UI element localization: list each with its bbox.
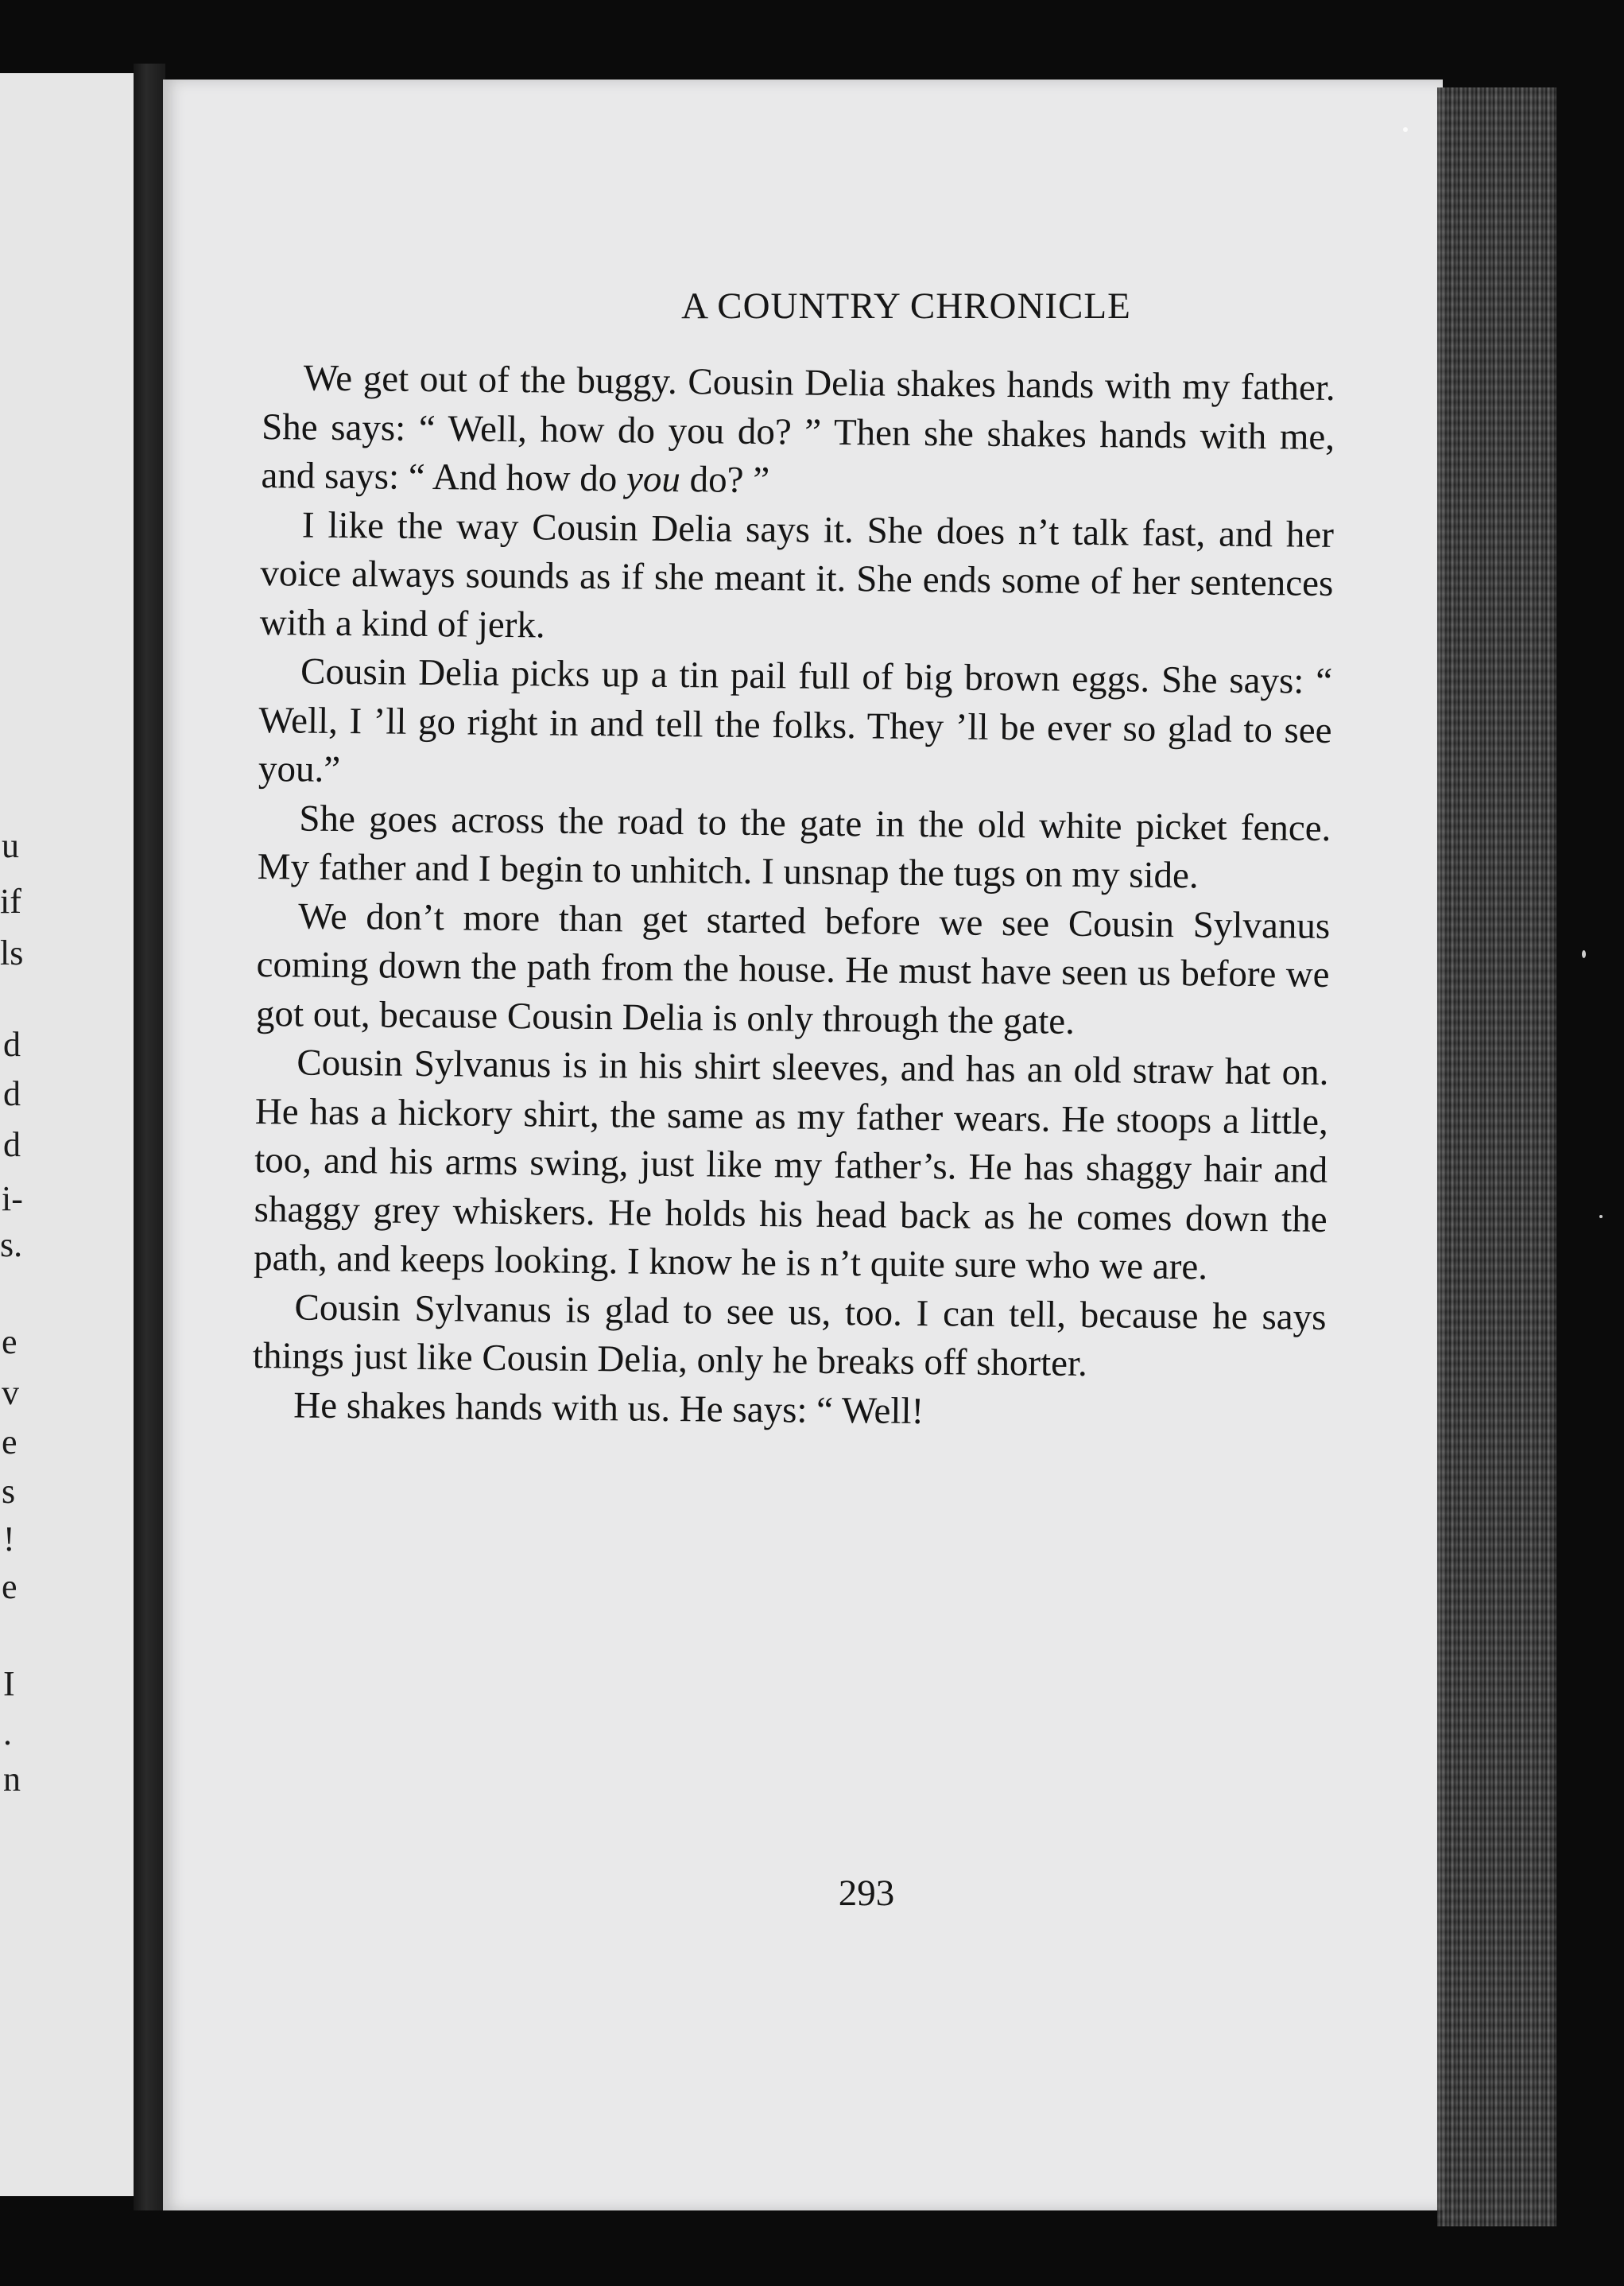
paragraph: Cousin Sylvanus is glad to see us, too. I can tell, because he says things just like Cousin Delia, only he breaks off shorter.	[252, 1286, 1327, 1385]
facing-page-fragment: ls	[0, 933, 24, 972]
facing-page-fragment: s.	[0, 1225, 23, 1264]
facing-page-fragment: e	[2, 1322, 17, 1361]
book-page	[163, 80, 1443, 2210]
dust-speck	[1403, 127, 1408, 132]
facing-page-fragment: i-	[2, 1179, 23, 1218]
facing-page-fragment: d	[3, 1025, 21, 1064]
paragraph: She goes across the road to the gate in the old white picket fence. My father and I begin to unhitch. I unsnap the tugs on my side.	[257, 797, 1331, 897]
paragraph	[261, 354, 1335, 510]
paragraph: Cousin Delia picks up a tin pail full of big brown eggs. She says: “ Well, I ’ll go right in and tell the folks. They ’ll be ever so glad to see you.”	[258, 650, 1333, 790]
italic-word: you	[626, 458, 681, 501]
facing-page-fragment: d	[3, 1074, 21, 1113]
facing-page-fragment: !	[3, 1519, 15, 1558]
facing-page-fragment: e	[2, 1422, 17, 1461]
dust-speck	[1599, 1215, 1603, 1218]
page-edges	[1437, 87, 1556, 2226]
facing-page-fragment: if	[0, 882, 21, 921]
facing-page-fragment: e	[2, 1567, 17, 1606]
facing-page-fragment: v	[2, 1373, 19, 1412]
facing-page-edge	[0, 73, 138, 2196]
paragraph: Cousin Sylvanus is in his shirt sleeves, and has an old straw hat on. He has a hickory shirt, the same as my father wears. He stoops a little, too, and his arms swing, just like my father’s. He has shaggy hair and shaggy grey whiskers. He holds his head back as he comes down the path, and keeps looking. I know he is n’t quite sure who we are.	[253, 1042, 1329, 1288]
facing-page-fragment: I	[3, 1664, 15, 1703]
facing-page-fragment: d	[3, 1125, 21, 1164]
running-head: A COUNTRY CHRONICLE	[681, 285, 1131, 327]
page-number: 293	[838, 1873, 895, 1914]
facing-page-fragment: .	[3, 1714, 12, 1752]
facing-page-fragment: u	[2, 826, 19, 865]
body-text	[252, 354, 1335, 1440]
book-gutter	[134, 64, 165, 2210]
paragraph: We don’t more than get started before we see Cousin Sylvanus coming down the path from the house. He must have seen us before we got out, because Cousin Delia is only through the gate.	[255, 895, 1331, 1042]
dust-speck	[1582, 950, 1586, 958]
facing-page-fragment: n	[3, 1760, 21, 1799]
facing-page-fragment: s	[2, 1472, 16, 1511]
paragraph: He shakes hands with us. He says: “ Well!	[293, 1384, 924, 1432]
paragraph-text: We get out of the buggy. Cousin Delia shakes hands with my father. She says: “ Well, how do you do? ” Then she shakes hands with me, and says: “ And how do	[261, 357, 1335, 500]
paragraph: I like the way Cousin Delia says it. She does n’t talk fast, and her voice always sounds as if she meant it. She ends some of her sentences with a kind of jerk.	[259, 503, 1335, 646]
paragraph-tail: do? ”	[680, 459, 770, 502]
